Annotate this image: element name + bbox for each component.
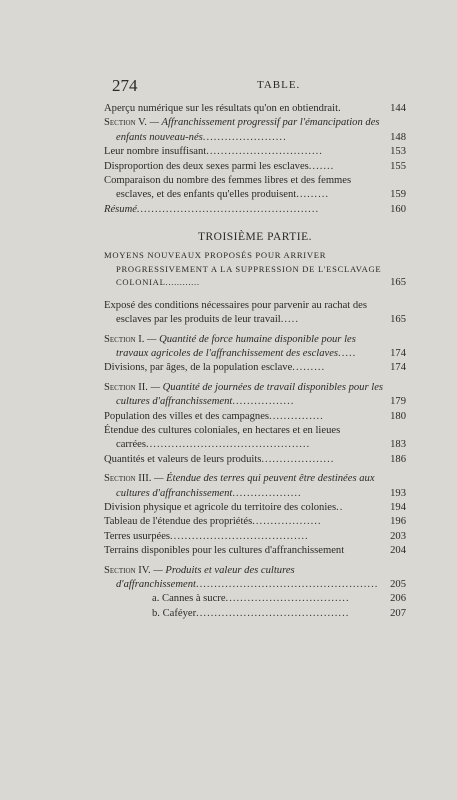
entry-page-number: 207 — [390, 607, 406, 619]
entry-text — [104, 502, 343, 513]
section-title: — Quantité de journées de travail disponibles pour les cultures d'affranchissement — [116, 381, 384, 408]
dot-leader: .................................................. — [195, 579, 379, 591]
dot-leader: ....................... — [202, 131, 287, 143]
entry-title: Quantités et valeurs de leurs produits — [104, 453, 262, 465]
entry-text — [104, 204, 319, 215]
dot-leader: ...................................... — [170, 530, 309, 542]
toc-entry — [104, 333, 406, 362]
toc-entry — [104, 544, 406, 558]
entry-title: Exposé des conditions nécessaires pour parvenir au rachat des esclaves par les produits de leur travail — [104, 299, 367, 326]
entry-page-number: 165 — [390, 314, 406, 326]
entry-text — [104, 103, 341, 114]
dot-leader: ................................ — [206, 146, 323, 158]
dot-leader: ................. — [232, 396, 295, 408]
toc-entry — [104, 299, 406, 328]
entry-text — [104, 531, 309, 542]
entry-text — [104, 161, 334, 172]
entry-page-number: 203 — [390, 530, 406, 542]
toc-entry — [104, 116, 406, 145]
toc-entry — [104, 564, 406, 593]
table-of-contents — [104, 102, 406, 621]
entry-page-number: 155 — [390, 160, 406, 172]
entry-title: Disproportion des deux sexes parmi les esclaves — [104, 160, 309, 172]
part-subtitle-text: MOYENS NOUVEAUX PROPOSÉS POUR ARRIVER PROGRESSIVEMENT A LA SUPPRESSION DE L'ESCLAVAGE COLONIAL — [104, 250, 382, 288]
entry-text — [104, 382, 383, 407]
entry-page-number: 183 — [390, 439, 406, 451]
entry-title: Terres usurpées — [104, 530, 171, 542]
section-title: — Quantité de force humaine disponible pour les travaux agricoles de l'affranchissement des esclaves — [116, 333, 356, 359]
entry-page-number: 148 — [390, 131, 406, 143]
toc-entry — [104, 607, 406, 621]
toc-entry — [104, 361, 406, 375]
entry-page-number: 206 — [390, 593, 406, 605]
entry-page-number: 144 — [390, 103, 406, 114]
entry-page-number: 160 — [390, 203, 406, 215]
entry-title: Aperçu numérique sur les résultats qu'on en obtiendrait. — [104, 103, 341, 114]
toc-entry — [104, 410, 406, 424]
dot-leader: .. — [336, 502, 344, 514]
dot-leader: ................... — [232, 487, 302, 499]
section-title: — Affranchissement progressif par l'émancipation des enfants nouveau-nés — [116, 117, 380, 143]
entry-page-number: 186 — [390, 453, 406, 465]
entry-page-number: 196 — [390, 516, 406, 528]
dot-leader: .................................. — [225, 593, 350, 605]
dot-leader: .................... — [261, 453, 335, 465]
dot-leader: .................................................. — [136, 203, 320, 215]
entry-title: a. Cannes à sucre — [152, 593, 226, 605]
running-title: TABLE. — [257, 79, 301, 91]
entry-text — [152, 608, 349, 619]
toc-entry — [104, 424, 406, 453]
entry-page-number: 205 — [390, 579, 406, 591]
dot-leader: ......... — [296, 189, 330, 201]
dot-leader: ....... — [308, 160, 335, 172]
entry-text — [104, 175, 351, 200]
entry-page-number: 179 — [390, 396, 406, 408]
entry-title: Leur nombre insuffisant — [104, 146, 207, 158]
entry-page-number: 153 — [390, 146, 406, 158]
entry-title: Comparaison du nombre des femmes libres et des femmes esclaves, et des enfants qu'elles produisent — [104, 175, 352, 201]
dot-leader: ......... — [292, 362, 326, 374]
toc-entry — [104, 145, 406, 159]
toc-entry — [104, 102, 406, 116]
section-title: — Étendue des terres qui peuvent être destinées aux cultures d'affranchissement — [116, 473, 375, 499]
entry-text — [104, 300, 367, 325]
dot-leader: ............ — [165, 277, 200, 288]
toc-entry — [104, 381, 406, 410]
dot-leader: ..... — [338, 347, 357, 359]
dot-leader: .......................................... — [196, 607, 350, 619]
part-title: TROISIÈME PARTIE. — [197, 231, 313, 244]
entry-title: Division physique et agricole du territoire des colonies — [104, 502, 337, 514]
toc-entry — [104, 472, 406, 501]
page-number: 274 — [112, 76, 138, 95]
entry-text — [104, 565, 378, 590]
entry-page-number: 159 — [390, 189, 406, 201]
entry-title: Population des villes et des campagnes — [104, 410, 270, 422]
section-label: Section III. — [104, 473, 152, 485]
entry-text — [104, 117, 380, 142]
entry-text — [152, 593, 350, 604]
section-label: Section II. — [104, 381, 148, 393]
dot-leader: ............................................. — [146, 439, 311, 451]
entry-page-number: 194 — [390, 502, 406, 514]
part-subtitle — [104, 249, 406, 290]
toc-entry — [104, 174, 406, 203]
entry-text — [104, 411, 324, 422]
entry-title: Tableau de l'étendue des propriétés — [104, 516, 253, 528]
toc-entry — [104, 453, 406, 467]
entry-text — [104, 473, 375, 498]
toc-entry — [104, 592, 406, 606]
entry-page-number: 193 — [390, 487, 406, 499]
toc-entry — [104, 530, 406, 544]
entry-title: Terrains disponibles pour les cultures d'affranchissement — [104, 545, 345, 557]
entry-text — [104, 362, 325, 373]
entry-text — [104, 454, 334, 465]
entry-title: Étendue des cultures coloniales, en hectares et en lieues carrées — [104, 425, 341, 451]
section-label: Section IV. — [104, 564, 151, 576]
entry-title: Divisions, par âges, de la population esclave — [104, 362, 293, 374]
entry-text — [104, 545, 344, 556]
section-label: Section V. — [104, 117, 147, 129]
entry-page-number: 180 — [390, 410, 406, 422]
entry-gap — [104, 290, 406, 299]
toc-entry — [104, 203, 406, 217]
entry-title: Résumé — [104, 203, 137, 215]
entry-page-number: 174 — [390, 362, 406, 374]
section-title: — Produits et valeur des cultures d'affranchissement — [116, 564, 295, 591]
entry-text — [104, 146, 323, 157]
dot-leader: ..... — [280, 314, 299, 326]
entry-title: b. Caféyer — [152, 607, 197, 619]
dot-leader: ................... — [252, 516, 322, 528]
entry-text — [104, 334, 356, 359]
entry-text — [104, 516, 322, 527]
page-header — [0, 76, 457, 96]
entry-page-number: 174 — [390, 347, 406, 359]
toc-entry — [104, 501, 406, 515]
entry-page-number: 204 — [390, 545, 406, 557]
section-label: Section I. — [104, 333, 145, 345]
dot-leader: ............... — [269, 410, 324, 422]
toc-entry — [104, 160, 406, 174]
entry-text — [104, 425, 340, 450]
toc-entry — [104, 515, 406, 529]
entry-page-number: 165 — [390, 277, 406, 289]
